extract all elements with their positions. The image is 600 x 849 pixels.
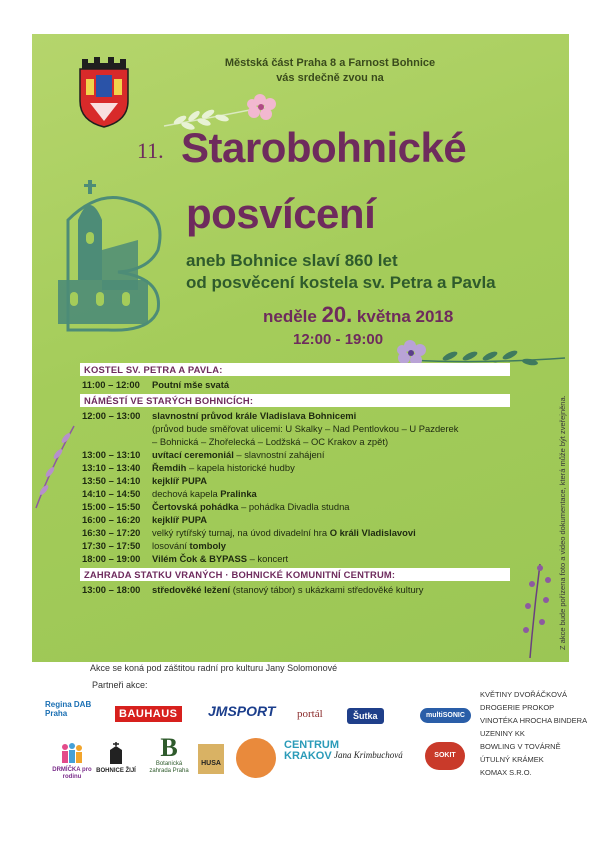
event-date bbox=[263, 302, 453, 328]
event-time: 12:00 - 19:00 bbox=[293, 331, 384, 348]
schedule-row: – Bohnická – Zhořelecká – Lodžská – OC Krakov a zpět) bbox=[152, 436, 389, 447]
row-desc: Poutní mše svatá bbox=[152, 379, 230, 390]
row-time: 11:00 – 12:00 bbox=[82, 379, 140, 390]
logo-cukrarna bbox=[236, 738, 276, 778]
subtitle-line2: od posvěcení kostela sv. Petra a Pavla bbox=[186, 273, 496, 292]
schedule-row: 13:10 – 13:40 Řemdih – kapela historické hudby bbox=[82, 462, 295, 473]
schedule-row: 16:00 – 16:20 kejklíř PUPA bbox=[82, 514, 208, 525]
logo-botanicka: B Botanická zahrada Praha bbox=[149, 733, 189, 774]
logo-husa: HUSA bbox=[198, 744, 224, 774]
logo-regina: Regina DAB Praha bbox=[45, 700, 92, 718]
schedule-row: 13:00 – 18:00 středověké ležení (stanový tábor) s ukázkami středověké kultury bbox=[82, 584, 424, 595]
partner-text: KOMAX S.R.O. bbox=[480, 768, 532, 777]
partner-text-list bbox=[480, 688, 587, 779]
title-line1: Starobohnické bbox=[181, 124, 467, 171]
schedule-row: 15:00 – 15:50 Čertovská pohádka – pohádka Divadla studna bbox=[82, 501, 350, 512]
partner-text: ÚTULNÝ KRÁMEK bbox=[480, 755, 544, 764]
date-prefix: neděle bbox=[263, 307, 317, 326]
sprig-left-icon bbox=[30, 420, 80, 510]
schedule-row: 13:50 – 14:10 kejklíř PUPA bbox=[82, 475, 208, 486]
schedule-row: 17:30 – 17:50 losování tomboly bbox=[82, 540, 226, 551]
schedule-row: 16:30 – 17:20 velký rytířský turnaj, na úvod divadelní hra O králi Vladislavovi bbox=[82, 527, 416, 538]
organizer-line2: vás srdečně zvou na bbox=[276, 72, 384, 84]
sprig-right-icon bbox=[510, 560, 555, 660]
organizer-line1: Městská část Praha 8 a Farnost Bohnice bbox=[224, 57, 436, 69]
logo-krimbuchova: Jana Krimbuchová bbox=[334, 750, 403, 760]
title-line2: posvícení bbox=[186, 190, 376, 237]
logo-jmsport: JMSPORT bbox=[208, 703, 276, 719]
logo-bauhaus: BAUHAUS bbox=[115, 706, 182, 722]
church-illustration-icon bbox=[38, 160, 178, 340]
schedule-row: (průvod bude směřovat ulicemi: U Skalky – Nad Pentlovkou – U Pazderek bbox=[152, 423, 459, 434]
schedule-row bbox=[82, 378, 510, 391]
partners-label: Partneři akce: bbox=[92, 680, 148, 690]
section-heading: KOSTEL SV. PETRA A PAVLA: bbox=[80, 363, 510, 376]
schedule-section-square bbox=[80, 394, 510, 565]
partner-text: DROGERIE PROKOP bbox=[480, 703, 555, 712]
schedule-section-garden bbox=[80, 568, 510, 596]
schedule bbox=[80, 360, 510, 596]
section-heading: NÁMĚSTÍ VE STARÝCH BOHNICÍCH: bbox=[80, 394, 510, 407]
logo-portal: portál bbox=[297, 708, 323, 720]
schedule-row: 12:00 – 13:00 slavnostní průvod krále Vladislava Bohnicemi bbox=[82, 410, 357, 421]
date-day: 20. bbox=[321, 302, 353, 327]
schedule-row: 13:00 – 13:10 uvítací ceremoniál – slavnostní zahájení bbox=[82, 449, 325, 460]
family-icon bbox=[59, 742, 85, 764]
logo-drmicka: DRMÍČKA pro rodinu bbox=[52, 742, 92, 781]
schedule-row: 18:00 – 19:00 Vilém Čok & BYPASS – koncert bbox=[82, 553, 289, 564]
photo-notice: Z akce bude pořízena foto a video dokumentace, která může být zveřejněna. bbox=[558, 395, 567, 650]
edition-number: 11. bbox=[137, 138, 164, 163]
schedule-row: 14:10 – 14:50 dechová kapela Pralinka bbox=[82, 488, 257, 499]
schedule-section-church bbox=[80, 363, 510, 391]
partner-text: UZENINY KK bbox=[480, 729, 525, 738]
partner-text: KVĚTINY DVOŘÁČKOVÁ bbox=[480, 690, 567, 699]
partner-text: VINOTÉKA HROCHA BINDERA bbox=[480, 716, 588, 725]
date-suffix: května 2018 bbox=[356, 307, 454, 326]
patronage-text: Akce se koná pod záštitou radní pro kulturu Jany Solomonové bbox=[90, 663, 338, 673]
logo-krakov: CENTRUM KRAKOV bbox=[284, 739, 339, 762]
organizer-text bbox=[190, 56, 470, 86]
logo-sutka: Šutka bbox=[347, 708, 384, 724]
partner-text: BOWLING V TOVÁRNĚ bbox=[480, 742, 561, 751]
subtitle-line1: aneb Bohnice slaví 860 let bbox=[186, 251, 398, 270]
logo-sokit: SOKIT records bbox=[425, 742, 465, 770]
logo-bohnice-ziji: BOHNICE ŽIJÍ bbox=[96, 740, 136, 774]
coat-of-arms-icon bbox=[76, 55, 132, 129]
section-heading: ZAHRADA STATKU VRANÝCH · BOHNICKÉ KOMUNITNÍ CENTRUM: bbox=[80, 568, 510, 581]
church-small-icon bbox=[104, 740, 128, 766]
subtitle bbox=[186, 250, 496, 294]
logo-multisonic: multiSONIC bbox=[420, 708, 471, 723]
